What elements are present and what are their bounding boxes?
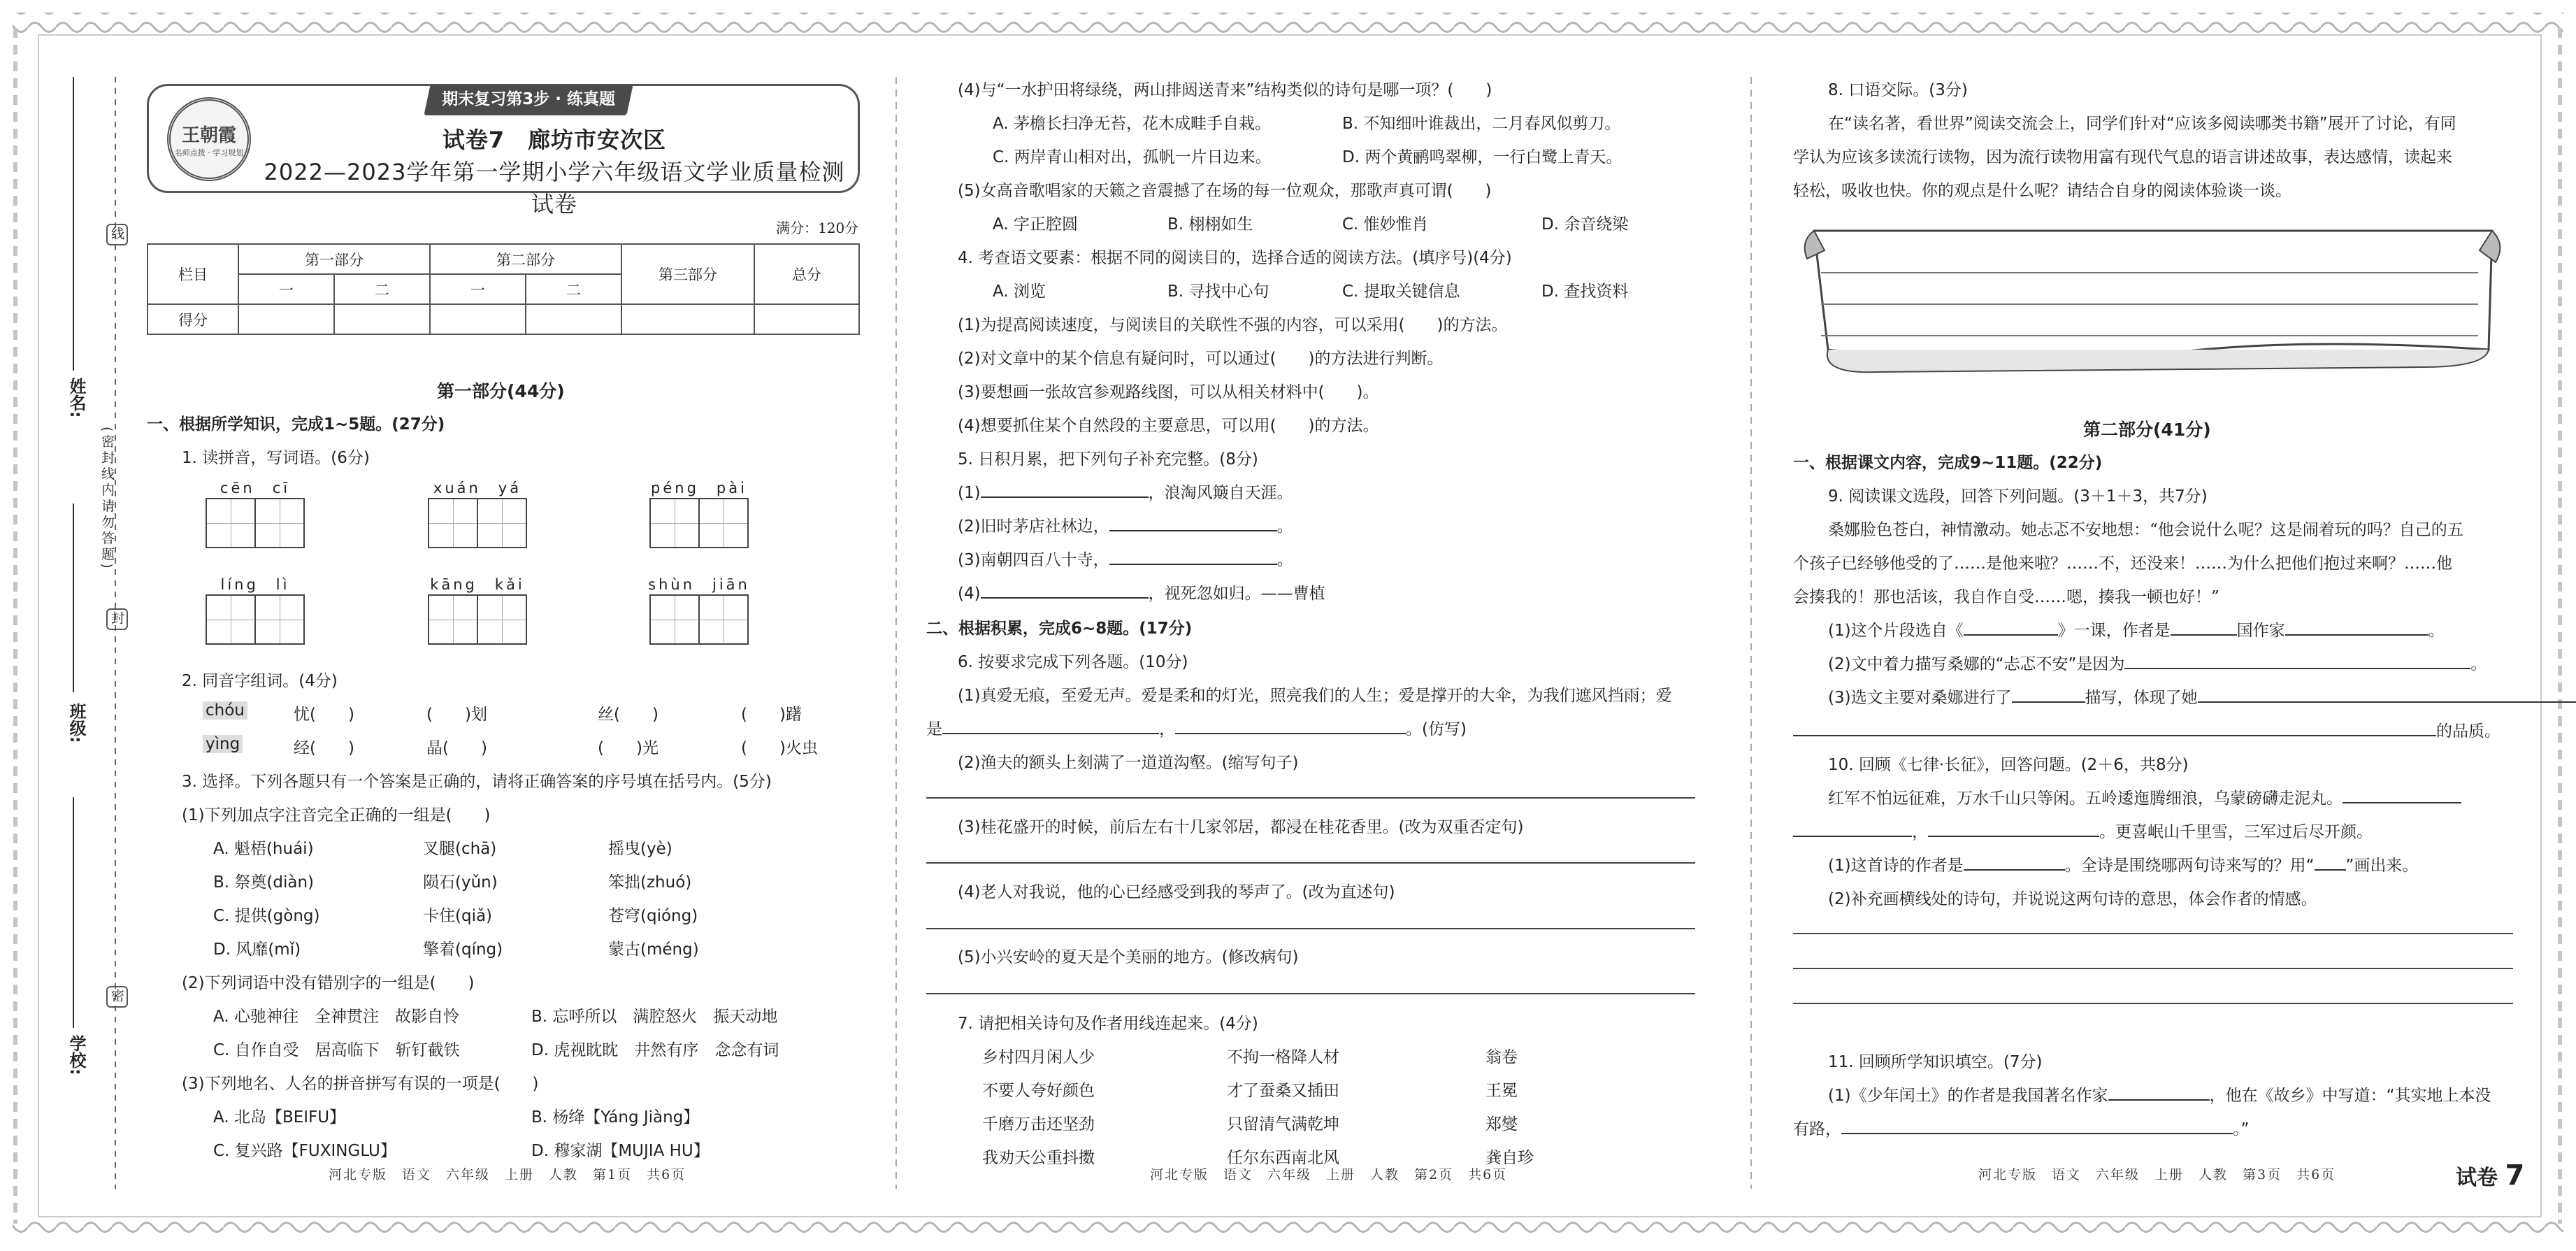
q6-5-answer-line[interactable] <box>926 993 1695 994</box>
q3-1-option-a: A. 魁梧(huái) 叉腿(chā) 摇曳(yè) <box>213 840 672 858</box>
pinyin-box-4[interactable]: líng lì <box>203 573 308 645</box>
part2-title: 第二部分(41分) <box>2083 420 2211 440</box>
exam-subtitle: 2022—2023学年第一学期小学六年级语文学业质量检测试卷 <box>264 159 845 217</box>
q2-row-1: chóu 忧( ) ( )划 丝( ) ( )躇 <box>203 701 247 720</box>
q8-text-3: 轻松，吸收也快。你的观点是什么呢？请结合自身的阅读体验谈一谈。 <box>1793 182 2291 200</box>
q8-stem: 8. 口语交际。(3分) <box>1828 81 1968 99</box>
pinyin-box-5[interactable]: kāng kǎi <box>425 573 530 645</box>
footer-page-3: 河北专版 语文 六年级 上册 人教 第3页 共6页 <box>1978 1167 2336 1182</box>
seal-mi-mark: 密 <box>106 986 128 1008</box>
q3-3-option-b: B. 杨绛【Yáng Jiàng】 <box>531 1108 700 1127</box>
pinyin-box-2[interactable]: xuán yá <box>425 477 530 548</box>
q5-stem: 5. 日积月累，把下列句子补充完整。(8分) <box>958 450 1258 469</box>
q9-passage-1: 桑娜脸色苍白，神情激动。她忐忑不安地想：“他会说什么呢？这是闹着玩的吗？自己的五 <box>1828 521 2463 539</box>
q7-left-3: 千磨万击还坚劲 <box>982 1115 1095 1134</box>
q3-4-option-c: C. 两岸青山相对出，孤帆一片日边来。 <box>993 148 1272 166</box>
footer-page-2: 河北专版 语文 六年级 上册 人教 第2页 共6页 <box>1150 1167 1508 1182</box>
q7-left-2: 不要人夸好颜色 <box>982 1082 1095 1100</box>
q7-right-2: 王冕 <box>1485 1082 1518 1100</box>
pinyin-box-3[interactable]: péng pài <box>647 477 751 548</box>
q3-4-stem: (4)与“一水护田将绿绕，两山排闼送青来”结构类似的诗句是哪一项？( ) <box>958 81 1492 99</box>
q3-2-option-a: A. 心驰神往 全神贯注 故影自怜 <box>213 1008 459 1026</box>
q3-3-stem: (3)下列地名、人名的拼音拼写有误的一项是( ) <box>182 1075 539 1093</box>
q7-stem: 7. 请把相关诗句及作者用线连起来。(4分) <box>958 1015 1258 1033</box>
q10-2-answer-line-2[interactable] <box>1793 968 2513 969</box>
q4-option-a: A. 浏览 <box>993 283 1046 301</box>
q10-stem: 10. 回顾《七律·长征》，回答问题。(2＋6，共8分) <box>1828 756 2189 774</box>
q3-1-option-b: B. 祭奠(diàn) 陨石(yǔn) 笨拙(zhuó) <box>213 873 692 892</box>
q3-4-option-a: A. 茅檐长扫净无苔，花木成畦手自栽。 <box>993 115 1271 133</box>
class-label: 班级: <box>66 703 86 743</box>
q11-1: (1)《少年闰土》的作者是我国著名作家 ，他在《故乡》中写道：“其实地上本没 <box>1828 1087 2491 1105</box>
section2-heading: 二、根据积累，完成6~8题。(17分) <box>926 620 1193 638</box>
q3-5-stem: (5)女高音歌唱家的天籁之音震撼了在场的每一位观众，那歌声真可谓( ) <box>958 182 1492 200</box>
q4-item-4: (4)想要抓住某个自然段的主要意思，可以用( )的方法。 <box>958 417 1379 435</box>
column-page-1 <box>147 70 874 1182</box>
q11-stem: 11. 回顾所学知识填空。(7分) <box>1828 1053 2043 1071</box>
section1-heading: 一、根据所学知识，完成1~5题。(27分) <box>147 415 445 434</box>
q4-stem: 4. 考查语文要素：根据不同的阅读目的，选择合适的阅读方法。(填序号)(4分) <box>958 249 1512 267</box>
q6-3-text: (3)桂花盛开的时候，前后左右十几家邻居，都浸在桂花香里。(改为双重否定句) <box>958 818 1524 836</box>
q7-mid-1: 不拘一格降人材 <box>1227 1048 1339 1066</box>
q5-item-2: (2)旧时茅店社林边， 。 <box>958 517 1293 536</box>
q3-1-stem: (1)下列加点字注音完全正确的一组是( ) <box>182 806 491 824</box>
q2-stem: 2. 同音字组词。(4分) <box>182 672 338 690</box>
q4-option-c: C. 提取关键信息 <box>1342 283 1460 301</box>
q3-3-option-c: C. 复兴路【FUXINGLU】 <box>213 1142 396 1160</box>
q7-right-1: 翁卷 <box>1485 1048 1518 1066</box>
q10-1: (1)这首诗的作者是 。全诗是围绕哪两句诗来写的？用“ ”画出来。 <box>1828 857 2419 875</box>
q3-5-option-d: D. 余音绕梁 <box>1541 215 1629 234</box>
step-tag: 期末复习第3步 · 练真题 <box>424 85 633 115</box>
q3-1-option-d: D. 风靡(mǐ) 擎着(qíng) 蒙古(méng) <box>213 941 699 959</box>
q6-5-text: (5)小兴安岭的夏天是个美丽的地方。(修改病句) <box>958 948 1299 966</box>
q3-4-option-d: D. 两个黄鹂鸣翠柳，一行白鹭上青天。 <box>1342 148 1622 166</box>
q6-2-answer-line[interactable] <box>926 797 1695 799</box>
column-page-3 <box>1793 70 2517 1182</box>
q10-poem-2: ， 。更喜岷山千里雪，三军过后尽开颜。 <box>1793 819 2373 842</box>
name-label: 姓名: <box>66 378 86 418</box>
q4-option-d: D. 查找资料 <box>1541 283 1629 301</box>
seal-line-mark: 线 <box>106 224 128 245</box>
pinyin-box-6[interactable]: shùn jiān <box>647 573 751 645</box>
q4-item-3: (3)要想画一张故宫参观路线图，可以从相关材料中( )。 <box>958 383 1379 401</box>
column-page-2 <box>926 70 1713 1182</box>
exam-title: 试卷7 廊坊市安次区 <box>442 127 667 153</box>
q3-2-stem: (2)下列词语中没有错别字的一组是( ) <box>182 974 475 992</box>
q7-left-4: 我劝天公重抖擞 <box>982 1149 1095 1167</box>
part1-title: 第一部分(44分) <box>437 381 565 401</box>
q7-right-4: 龚自珍 <box>1485 1149 1534 1167</box>
q11-1-cont: 有路， 。” <box>1793 1120 2250 1138</box>
answer-scroll[interactable] <box>1793 217 2506 378</box>
q6-1-answer: 是 ， 。(仿写) <box>926 720 1467 738</box>
q9-2: (2)文中着力描写桑娜的“忐忑不安”是因为 。 <box>1828 655 2487 673</box>
q10-2: (2)补充画横线处的诗句，并说说这两句诗的意思，体会作者的情感。 <box>1828 890 2317 908</box>
q9-stem: 9. 阅读课文选段，回答下列问题。(3＋1＋3，共7分) <box>1828 487 2208 506</box>
section3-heading: 一、根据课文内容，完成9~11题。(22分) <box>1793 454 2103 472</box>
q3-1-option-c: C. 提供(gòng) 卡住(qiǎ) 苍穹(qióng) <box>213 907 698 925</box>
q3-3-option-d: D. 穆家湖【MUJIA HU】 <box>531 1142 710 1160</box>
q6-2-text: (2)渔夫的额头上刻满了一道道沟壑。(缩写句子) <box>958 754 1299 772</box>
q3-3-option-a: A. 北岛【BEIFU】 <box>213 1108 346 1127</box>
q9-3: (3)选文主要对桑娜进行了 描写，体现了她 <box>1828 685 2576 708</box>
full-score: 满分：120分 <box>776 220 859 236</box>
q3-2-option-c: C. 自作自受 居高临下 斩钉截铁 <box>213 1041 460 1059</box>
pinyin-box-1[interactable]: cēn cī <box>203 477 308 548</box>
q3-2-option-b: B. 忘呼所以 满腔怒火 振天动地 <box>531 1008 778 1026</box>
q6-1-text: (1)真爱无痕，至爱无声。爱是柔和的灯光，照亮我们的人生；爱是撑开的大伞，为我们遮风挡雨；爱 <box>958 687 1672 705</box>
q6-4-text: (4)老人对我说，他的心已经感受到我的琴声了。(改为直述句) <box>958 883 1395 901</box>
q4-item-1: (1)为提高阅读速度，与阅读目的关联性不强的内容，可以采用( )的方法。 <box>958 316 1508 334</box>
exam-header <box>147 84 860 217</box>
q7-mid-4: 任尔东西南北风 <box>1227 1149 1339 1167</box>
q9-3-cont: 的品质。 <box>1793 718 2501 741</box>
q2-row-2: yìng 经( ) 晶( ) ( )光 ( )火虫 <box>203 735 243 753</box>
seal-note: (密封线内请勿答题) <box>99 427 115 571</box>
brand-logo: 王朝霞 名师点拨 · 学习规划 <box>167 97 251 181</box>
q3-5-option-b: B. 栩栩如生 <box>1167 215 1253 234</box>
binding-strip <box>0 0 140 1251</box>
q6-3-answer-line[interactable] <box>926 862 1695 864</box>
q5-item-4: (4) ，视死忽如归。——曹植 <box>958 585 1325 603</box>
q3-stem: 3. 选择。下列各题只有一个答案是正确的，请将正确答案的序号填在括号内。(5分) <box>182 773 772 791</box>
q7-left-1: 乡村四月闲人少 <box>982 1048 1095 1066</box>
score-table: 栏目 第一部分 第二部分 第三部分 总分 一 二 一 二 得分 <box>147 243 860 335</box>
q3-5-option-c: C. 惟妙惟肖 <box>1342 215 1428 234</box>
q7-mid-3: 只留清气满乾坤 <box>1227 1115 1339 1134</box>
q3-4-option-b: B. 不知细叶谁裁出，二月春风似剪刀。 <box>1342 115 1621 133</box>
q10-poem-1: 红军不怕远征难，万水千山只等闲。五岭逶迤腾细浪，乌蒙磅礴走泥丸。 <box>1828 785 2461 808</box>
q3-2-option-d: D. 虎视眈眈 井然有序 念念有词 <box>531 1041 779 1059</box>
q9-1: (1)这个片段选自《 》一课，作者是 国作家 。 <box>1828 622 2445 640</box>
q6-stem: 6. 按要求完成下列各题。(10分) <box>958 653 1188 671</box>
q10-2-answer-line-3[interactable] <box>1793 1003 2513 1004</box>
q3-5-option-a: A. 字正腔圆 <box>993 215 1078 234</box>
q7-mid-2: 才了蚕桑又插田 <box>1227 1082 1339 1100</box>
school-label: 学校: <box>66 1035 86 1075</box>
q9-passage-3: 会揍我的！那也活该，我自作自受……嗯，揍我一顿也好！” <box>1793 588 2219 606</box>
q5-item-3: (3)南朝四百八十寺， 。 <box>958 551 1293 569</box>
exam-number-mark: 试卷 7 <box>2456 1159 2525 1192</box>
q7-right-3: 郑燮 <box>1485 1115 1518 1134</box>
footer-page-1: 河北专版 语文 六年级 上册 人教 第1页 共6页 <box>329 1167 686 1182</box>
q9-passage-2: 个孩子已经够他受的了……是他来啦？……不，还没来！……为什么把他们抱过来啊？……他 <box>1793 555 2452 573</box>
q4-item-2: (2)对文章中的某个信息有疑问时，可以通过( )的方法进行判断。 <box>958 350 1444 368</box>
q8-text-1: 在“读名著，看世界”阅读交流会上，同学们针对“应该多阅读哪类书籍”展开了讨论，有同 <box>1828 115 2456 133</box>
seal-feng-mark: 封 <box>106 608 128 630</box>
q10-2-answer-line-1[interactable] <box>1793 933 2513 934</box>
q4-option-b: B. 寻找中心句 <box>1167 283 1269 301</box>
q6-4-answer-line[interactable] <box>926 928 1695 929</box>
q8-text-2: 学认为应该多读流行读物，因为流行读物用富有现代气息的语言讲述故事，表达感情，读起来 <box>1793 148 2452 166</box>
q1-stem: 1. 读拼音，写词语。(6分) <box>182 449 370 467</box>
q5-item-1: (1) ，浪淘风簸自天涯。 <box>958 484 1293 502</box>
